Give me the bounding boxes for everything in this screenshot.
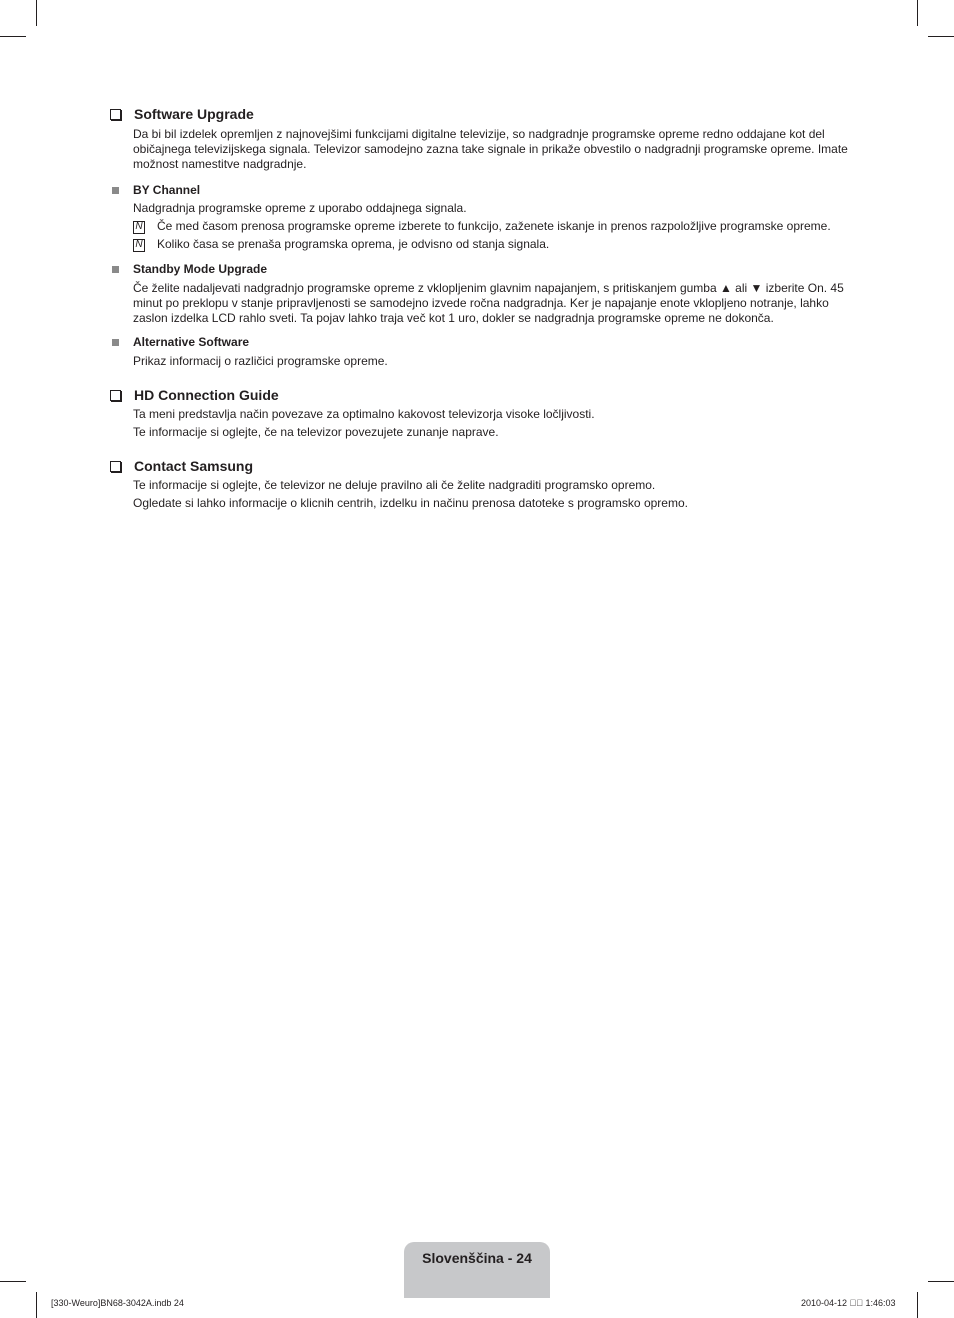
section-heading-hd-connection [108,385,848,405]
subsection-text: Če želite nadaljevati nadgradnjo programske opreme z vklopljenim glavnim napajanjem, s pritiskanjem gumba ▲ ali ▼ izberite On. 45 minut po preklopu v stanje pripravljenosti se samodejno izvede ročna nadgradnja. Ker je napajanje enote vklopljeno notranje, lahko zaslon izdelka LCD rahlo sveti. Ta pojav lahko traja več kot 1 uro, dokler se nadgradnja programske opreme ne dokonča. [133,281,844,325]
note-icon: N [133,221,145,234]
page-number-label: Slovenščina - 24 [422,1250,532,1266]
note-icon: N [133,239,145,252]
subsection-text: Nadgradnja programske opreme z uporabo oddajnega signala. [133,201,467,215]
note-item [133,219,848,234]
section-intro: Da bi bil izdelek opremljen z najnovejšimi funkcijami digitalne televizije, so nadgradnje programske opreme redno oddajane kot del običajnega televizijskega signala. Televizor samodejno zazna take signale in prikaže obvestilo o nadgradnji programske opreme. Imate možnost namestitve nadgradnje. [133,127,848,171]
section-title: Software Upgrade [134,106,254,122]
note-text: Če med časom prenosa programske opreme izberete to funkcijo, zaženete iskanje in prenos razpoložljive programske opreme. [157,219,831,233]
section-title: Contact Samsung [134,458,254,474]
subsection-text: Prikaz informacij o različici programske opreme. [133,354,388,368]
checkbox-bullet-icon [110,109,121,120]
square-bullet-icon [112,187,119,194]
subsection-title: Alternative Software [133,335,250,349]
manual-content [108,104,848,511]
crop-mark [0,1281,26,1282]
subsection-title: BY Channel [133,183,201,197]
section-title: HD Connection Guide [134,387,279,403]
print-timestamp: 2010-04-12 ￿￿ 1:46:03 [801,1298,896,1308]
note-text: Koliko časa se prenaša programska oprema, je odvisno od stanja signala. [157,237,550,251]
print-file-info: [330-Weuro]BN68-3042A.indb 24 [51,1298,184,1308]
subsection-heading-by-channel [108,181,848,199]
page-number-tab [404,1242,550,1298]
crop-mark [36,0,37,26]
crop-mark [0,36,26,37]
section-line: Ogledate si lahko informacije o klicnih centrih, izdelku in načinu prenosa datoteke s programsko opremo. [133,496,688,510]
square-bullet-icon [112,339,119,346]
section-line: Te informacije si oglejte, če na televizor povezujete zunanje naprave. [133,425,499,439]
checkbox-bullet-icon [110,390,121,401]
section-heading-contact-samsung [108,456,848,476]
section-line: Ta meni predstavlja način povezave za optimalno kakovost televizorja visoke ločljivosti. [133,407,595,421]
checkbox-bullet-icon [110,461,121,472]
section-line: Te informacije si oglejte, če televizor ne deluje pravilno ali če želite nadgraditi programsko opremo. [133,478,656,492]
crop-mark [928,1281,954,1282]
subsection-title: Standby Mode Upgrade [133,262,268,276]
subsection-heading-alternative [108,333,848,351]
note-item [133,237,848,252]
subsection-heading-standby [108,260,848,278]
section-heading-software-upgrade [108,104,848,124]
crop-mark [928,36,954,37]
crop-mark [917,0,918,26]
square-bullet-icon [112,266,119,273]
crop-mark [917,1292,918,1318]
crop-mark [36,1292,37,1318]
